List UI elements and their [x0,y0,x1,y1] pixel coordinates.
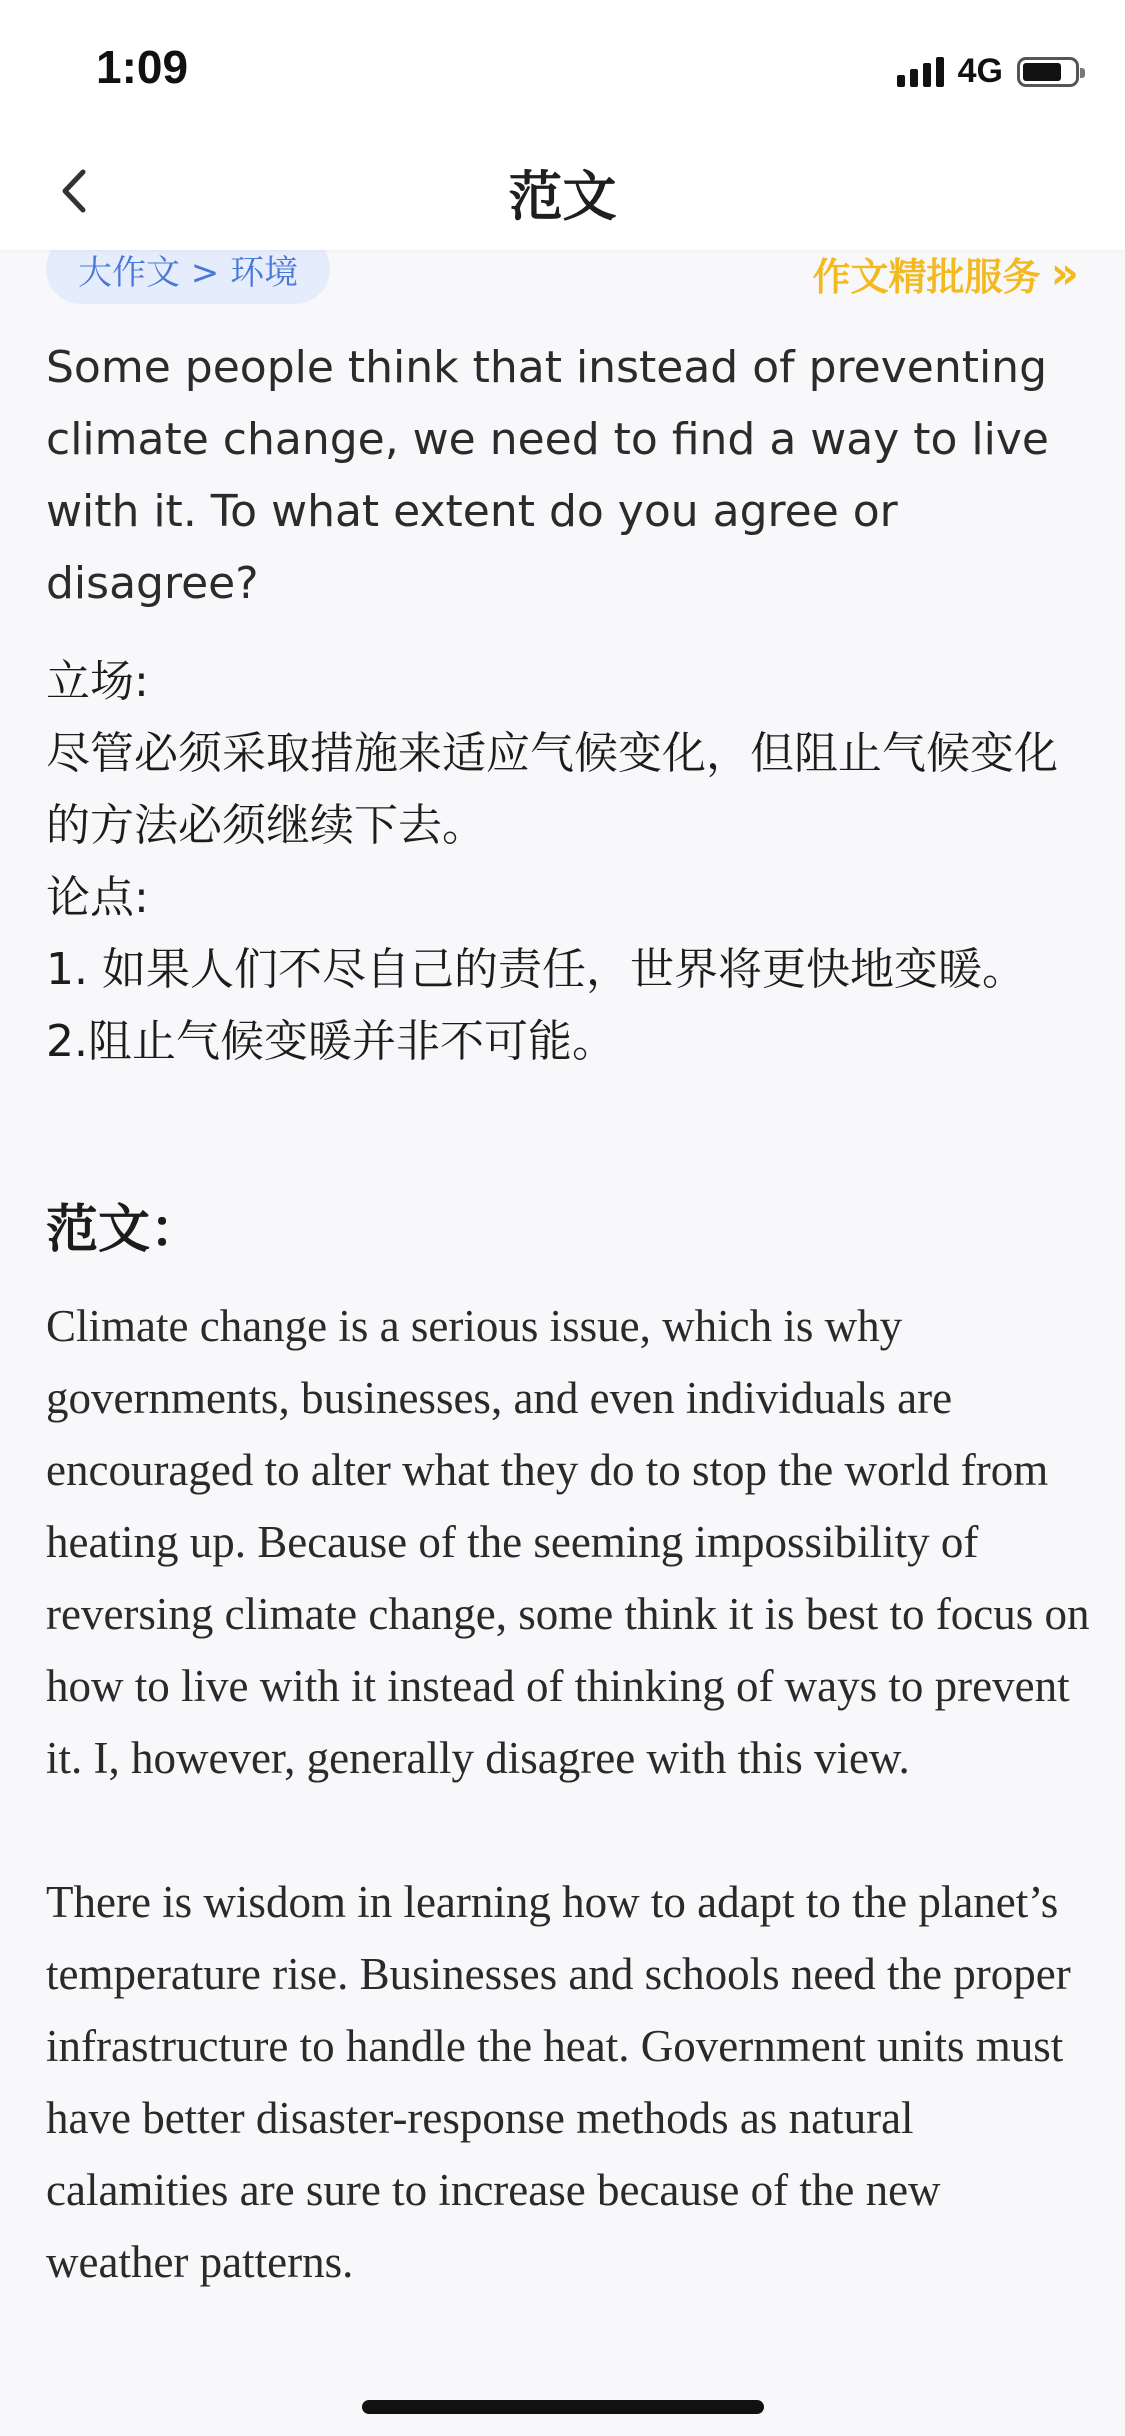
essay-paragraph: There is wisdom in learning how to adapt to the planet’s temperature rise. Businesses and schools need the proper infrastructure to handle the heat. Government units must have better disaster-response methods as natural calamities are sure to increase because of the new weather patterns. [46,1877,1071,2287]
essay-outline [46,646,1086,1078]
status-indicators [897,52,1079,91]
category-breadcrumb[interactable]: 大作文 > 环境 [46,250,330,304]
stance-text: 尽管必须采取措施来适应气候变化，但阻止气候变化的方法必须继续下去。 [46,728,1058,851]
page-title: 范文 [508,165,617,228]
status-bar [0,0,1125,132]
stance-label: 立场: [46,656,149,707]
battery-icon [1017,57,1079,87]
points-label: 论点: [46,872,149,923]
nav-bar [0,132,1125,250]
network-label: 4G [957,52,1003,90]
signal-icon [897,57,944,87]
service-link-label: 作文精批服务 [812,255,1041,299]
essay-heading: 范文： [46,1200,203,1260]
status-time: 1:09 [96,41,189,93]
essay-paragraph: Climate change is a serious issue, which is why governments, businesses, and even individuals are encouraged to alter what they do to stop the world from heating up. Because of the seeming impossibility of reversing climate change, some think it is best to focus on how to live with it instead of thinking of ways to prevent it. I, however, generally disagree with this view. [46,1301,1090,1783]
essay-prompt: Some people think that instead of preventing climate change, we need to find a way to live with it. To what extent do you agree or disagree? [46,342,1049,609]
essay-content[interactable] [0,250,1125,2436]
home-indicator[interactable] [362,2400,764,2414]
point-item: 2.阻止气候变暖并非不可能。 [46,1016,616,1067]
double-chevron-right-icon: » [1050,250,1079,299]
point-item: 1. 如果人们不尽自己的责任，世界将更快地变暖。 [46,944,1026,995]
essay-review-service-link[interactable] [813,250,1079,301]
essay-body [46,1290,1091,2370]
